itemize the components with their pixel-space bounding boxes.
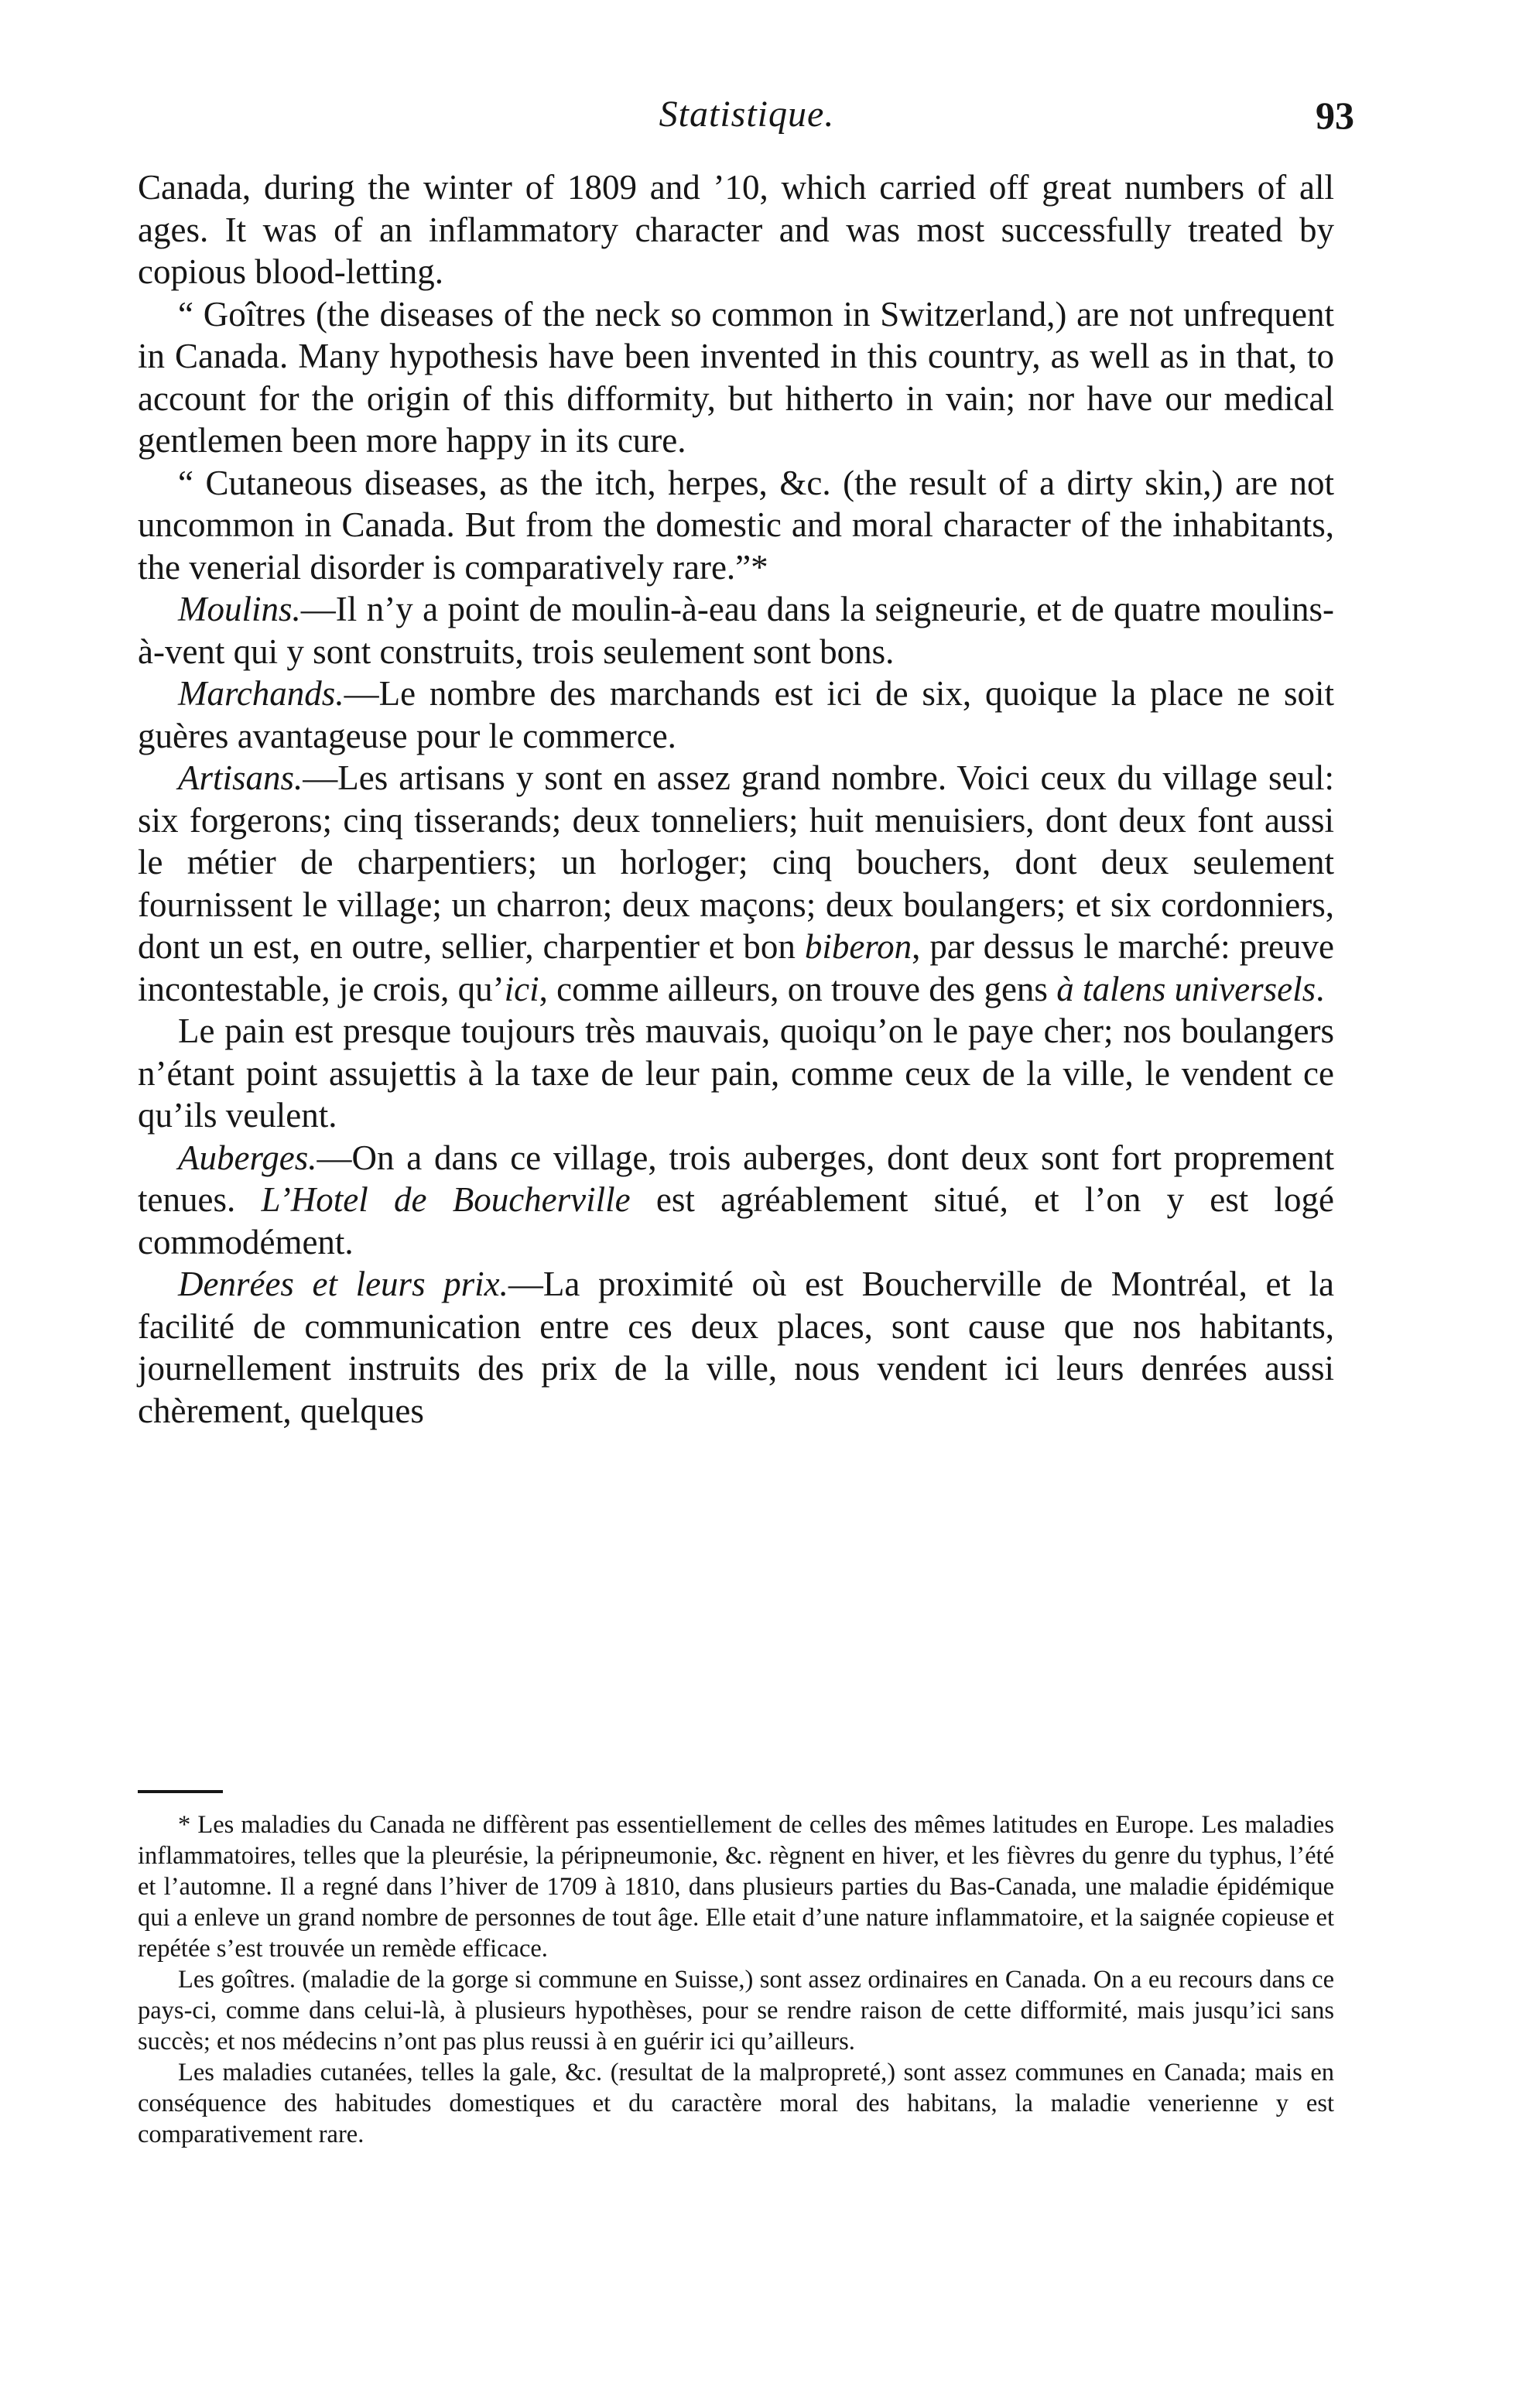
section-lead-auberges: Auberges. [178,1138,317,1177]
paragraph-artisans [138,757,1334,1010]
artisans-text-b: , par dessus le marché: preuve incontestable, je crois, qu’ [138,927,1334,1008]
paragraph-canada-epidemic: Canada, during the winter of 1809 and ’10, which carried off great numbers of all ages. It was of an inflammatory character and was most successfully treated by copious blood-letting. [138,168,1334,291]
artisans-text-d: . [1316,969,1325,1008]
moulins-text: —Il n’y a point de moulin-à-eau dans la seigneurie, et de quatre moulins-à-vent qui y sont construits, trois seulement sont bons. [138,590,1334,671]
paragraph-moulins [138,588,1334,673]
page-number: 93 [1316,94,1354,137]
page-header [139,93,1354,155]
artisans-text-a: —Les artisans y sont en assez grand nombre. Voici ceux du village seul: six forgerons; cinq tisserands; deux tonneliers; huit menuisiers, dont deux font aussi le métier de charpentiers; un horloger; cinq bouchers, dont deux seulement fournissent le village; un charron; deux maçons; deux boulangers; et six cordonniers, dont un est, en outre, sellier, charpentier et bon [138,758,1334,966]
paragraph-goitres: “ Goîtres (the diseases of the neck so common in Switzerland,) are not unfrequent in Canada. Many hypothesis have been invented in this country, as well as in that, to account for the origin of this difformity, but hitherto in vain; nor have our medical gentlemen been more happy in its cure. [138,294,1334,460]
auberges-text-a: —On a dans ce village, trois auberges, dont deux sont fort proprement tenues. [138,1138,1334,1219]
paragraph-cutaneous: “ Cutaneous diseases, as the itch, herpes, &c. (the result of a dirty skin,) are not uncommon in Canada. But from the domestic and moral character of the inhabitants, the venerial disorder is comparatively rare.”* [138,463,1334,587]
denrees-text: —La proximité où est Boucherville de Montréal, et la facilité de communication entre ces deux places, sont cause que nos habitants, journellement instruits des prix de la ville, nous vendent ici leurs denrées aussi chèrement, quelques [138,1265,1335,1430]
footnote-cutanees: Les maladies cutanées, telles la gale, &c. (resultat de la malpropreté,) sont assez communes en Canada; mais en conséquence des habitudes domestiques et du caractère moral des habitans, la maladie venerienne y est comparativement rare. [138,2059,1334,2148]
artisans-text-c: , comme ailleurs, on trouve des gens [539,969,1057,1008]
artisans-italic-talens: à talens universels [1056,969,1316,1008]
marchands-text: —Le nombre des marchands est ici de six, quoique la place ne soit guères avantageuse pour le commerce. [138,674,1334,755]
footnote-rule [138,1790,223,1793]
paragraph-denrees [138,1263,1334,1432]
running-head: Statistique. [659,94,835,135]
body-text [138,166,1334,1432]
artisans-italic-biberon: biberon [804,927,912,966]
footnotes [138,1809,1334,2150]
paragraph-pain: Le pain est presque toujours très mauvais, quoiqu’on le paye cher; nos boulangers n’étant point assujettis à la taxe de leur pain, comme ceux de la ville, le vendent ce qu’ils veulent. [138,1012,1334,1135]
auberges-text-b: est agréablement situé, et l’on y est logé commodément. [138,1180,1335,1261]
paragraph-auberges [138,1137,1334,1264]
section-lead-moulins: Moulins. [178,590,301,628]
footnote-goitres: Les goîtres. (maladie de la gorge si commune en Suisse,) sont assez ordinaires en Canada. On a eu recours dans ce pays-ci, comme dans celui-là, à plusieurs hypothèses, pour se rendre raison de cette difformité, mais jusqu’ici sans succès; et nos médecins n’ont pas plus reussi à en guérir ici qu’ailleurs. [138,1966,1334,2056]
paragraph-marchands [138,673,1334,757]
section-lead-marchands: Marchands. [178,674,344,713]
section-lead-artisans: Artisans. [178,758,303,797]
auberges-italic-hotel: L’Hotel de Boucherville [261,1180,631,1219]
section-lead-denrees: Denrées et leurs prix. [178,1265,508,1303]
footnote-maladies: * Les maladies du Canada ne diffèrent pas essentiellement de celles des mêmes latitudes en Europe. Les maladies inflammatoires, telles que la pleurésie, la péripneumonie, &c. règnent en hiver, et les fièvres du genre du typhus, l’été et l’automne. Il a regné dans l’hiver de 1709 à 1810, dans plusieurs parties du Bas-Canada, une maladie épidémique qui a enleve un grand nombre de personnes de tout âge. Elle etait d’une nature inflammatoire, et la saignée copieuse et repétée s’est trouvée un remède efficace. [138,1811,1334,1963]
artisans-italic-ici: ici [504,969,539,1008]
